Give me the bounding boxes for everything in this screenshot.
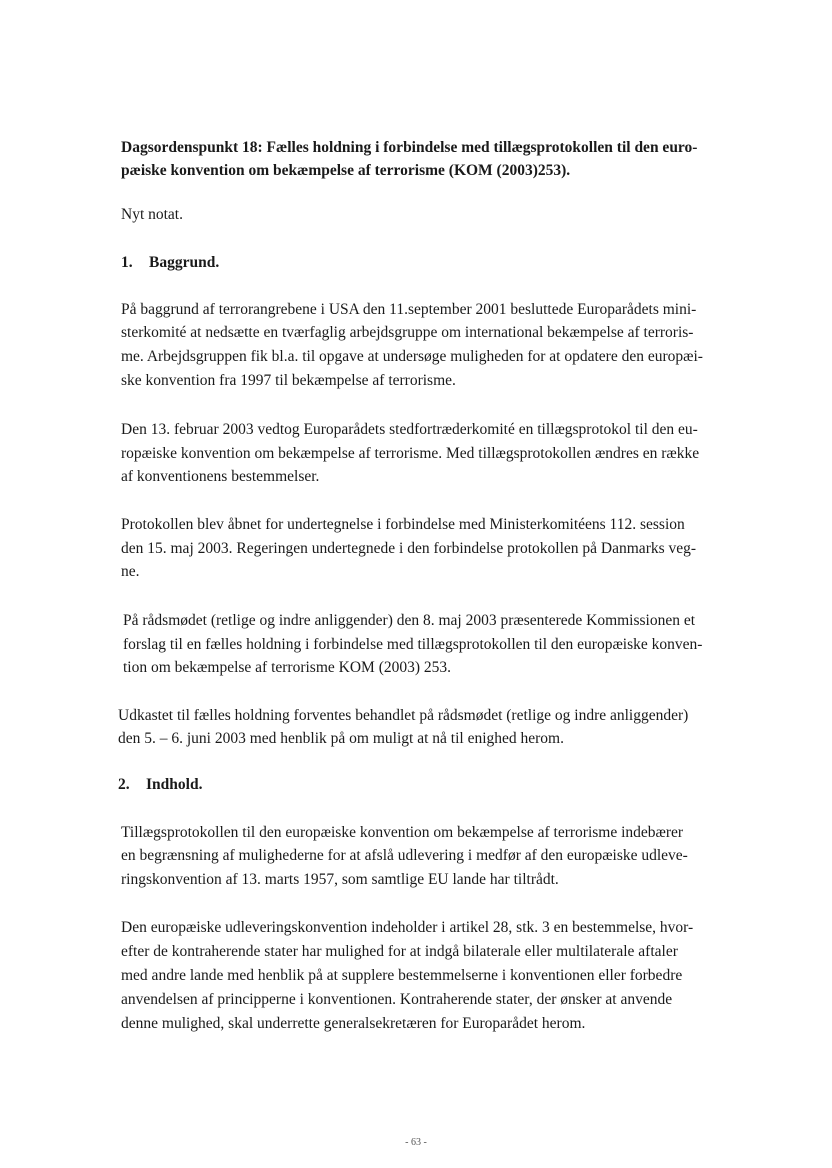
paragraph-1-line: sterkomité at nedsætte en tværfaglig arbejdsgruppe om international bekæmpelse af terroris-: [121, 324, 694, 341]
paragraph-2-line: ropæiske konvention om bekæmpelse af terrorisme. Med tillægsprotokollen ændres en række: [121, 445, 700, 462]
document-subtitle: Nyt notat.: [121, 206, 183, 223]
paragraph-5-line: Udkastet til fælles holdning forventes behandlet på rådsmødet (retlige og indre anliggender): [118, 707, 689, 724]
paragraph-1-line: På baggrund af terrorangrebene i USA den 11.september 2001 besluttede Europarådets mini-: [121, 301, 697, 318]
section-number: 1.: [121, 254, 133, 271]
paragraph-7-line: med andre lande med henblik på at supplere bestemmelserne i konventionen eller forbedre: [121, 967, 683, 984]
paragraph-2-line: af konventionens bestemmelser.: [121, 468, 320, 485]
paragraph-7-line: anvendelsen af principperne i konventionen. Kontraherende stater, der ønsker at anvende: [121, 991, 673, 1008]
paragraph-3-line: Protokollen blev åbnet for undertegnelse i forbindelse med Ministerkomitéens 112. session: [121, 516, 685, 533]
paragraph-7-line: denne mulighed, skal underrette generalsekretæren for Europarådet herom.: [121, 1015, 586, 1032]
paragraph-2-line: Den 13. februar 2003 vedtog Europarådets stedfortræderkomité en tillægsprotokol til den eu-: [121, 421, 698, 438]
section-heading-1: [121, 253, 219, 273]
paragraph-4-line: forslag til en fælles holdning i forbindelse med tillægsprotokollen til den europæiske konven-: [123, 636, 703, 653]
paragraph-6-line: ringskonvention af 13. marts 1957, som samtlige EU lande har tiltrådt.: [121, 871, 559, 888]
paragraph-4-line: tion om bekæmpelse af terrorisme KOM (2003) 253.: [123, 659, 452, 676]
section-title: Indhold.: [146, 776, 203, 793]
section-title: Baggrund.: [149, 254, 220, 271]
paragraph-3-line: den 15. maj 2003. Regeringen undertegnede i den forbindelse protokollen på Danmarks veg-: [121, 540, 697, 557]
section-heading-2: [118, 775, 202, 795]
paragraph-7-line: efter de kontraherende stater har mulighed for at indgå bilaterale eller multilaterale aftaler: [121, 943, 678, 960]
page-number: - 63 -: [405, 1137, 427, 1148]
paragraph-3-line: ne.: [121, 563, 140, 580]
paragraph-4-line: På rådsmødet (retlige og indre anliggender) den 8. maj 2003 præsenterede Kommissionen et: [123, 612, 696, 629]
paragraph-6-line: en begrænsning af mulighederne for at afslå udlevering i medfør af den europæiske udleve-: [121, 847, 688, 864]
document-title-line-1: Dagsordenspunkt 18: Fælles holdning i forbindelse med tillægsprotokollen til den euro-: [121, 139, 698, 156]
paragraph-6-line: Tillægsprotokollen til den europæiske konvention om bekæmpelse af terrorisme indebærer: [121, 824, 684, 841]
paragraph-1-line: ske konvention fra 1997 til bekæmpelse af terrorisme.: [121, 372, 456, 389]
document-title-line-2: pæiske konvention om bekæmpelse af terrorisme (KOM (2003)253).: [121, 162, 571, 179]
paragraph-1-line: me. Arbejdsgruppen fik bl.a. til opgave at undersøge muligheden for at opdatere den europæi-: [121, 348, 703, 365]
section-number: 2.: [118, 776, 130, 793]
paragraph-7-line: Den europæiske udleveringskonvention indeholder i artikel 28, stk. 3 en bestemmelse, hvor-: [121, 919, 694, 936]
paragraph-5-line: den 5. – 6. juni 2003 med henblik på om muligt at nå til enighed herom.: [118, 730, 564, 747]
